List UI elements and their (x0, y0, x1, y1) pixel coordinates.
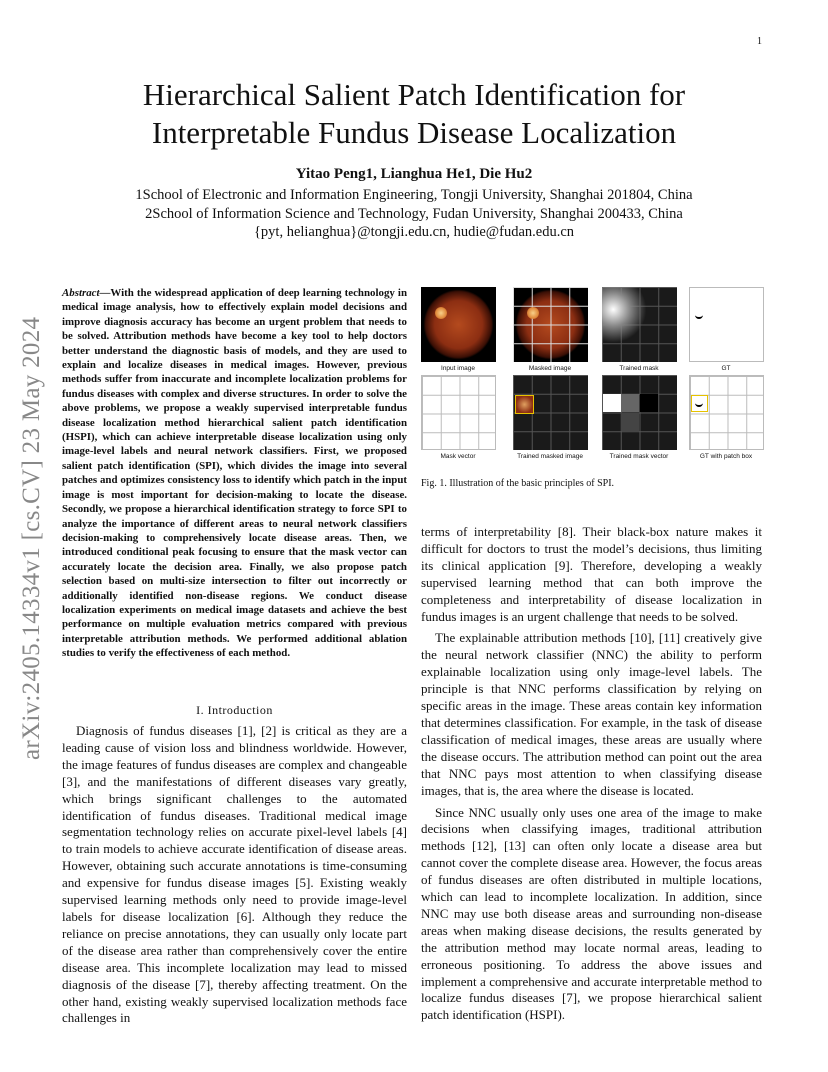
affiliation-1: 1School of Electronic and Information Engineering, Tongji University, Shanghai 201804, China (135, 187, 693, 203)
label-masked-image: Masked image (528, 365, 572, 372)
section-heading: I. Introduction (196, 703, 273, 717)
label-mask-vector: Mask vector (440, 453, 476, 460)
mask-vector (421, 375, 496, 450)
trained-mask (602, 287, 677, 362)
paragraph: Diagnosis of fundus diseases [1], [2] is critical as they are a leading cause of vision loss and blindness worldwide. However, the image features of fundus diseases are complex and changeable [3], and the manifestations of different diseases vary greatly, which brings significant challenges to the automated identification of fundus diseases. Traditional medical image segmentation technology relies on accurate pixel-level labels [4] to train models to achieve accurate identification of disease areas. However, obtaining such accurate annotations is time-consuming and expensive for fundus disease images [5]. Existing weakly supervised learning methods only need to provide image-level labels for disease localization [6]. Although they reduce the reliance on precise annotations, they can usually only locate part of the disease area rather than comprehensively cover the entire disease area. This incomplete localization may lead to missed diagnosis of the disease [7], thereby affecting treatment. On the other hand, existing weakly supervised localization methods face challenges in (62, 723, 407, 1026)
label-trained-mask-vector: Trained mask vector (609, 453, 669, 460)
label-trained-masked-image: Trained masked image (517, 453, 583, 460)
left-column-body (62, 723, 407, 1032)
trained-mask-vector (602, 375, 677, 450)
label-input-image: Input image (441, 365, 475, 372)
input-image (421, 287, 496, 362)
figure-1 (421, 287, 762, 460)
paper-title: Hierarchical Salient Patch Identification for Interpretable Fundus Disease Localization (142, 77, 686, 150)
figure-caption: Fig. 1. Illustration of the basic principles of SPI. (421, 478, 615, 489)
page-number: 1 (757, 36, 762, 47)
label-gt-with-patch-box: GT with patch box (699, 453, 753, 460)
emails: {pyt, helianghua}@tongji.edu.cn, hudie@fudan.edu.cn (253, 224, 575, 240)
abstract-text: —With the widespread application of deep learning technology in medical image analysis, how to effectively explain model decisions and improve diagnosis accuracy has become an urgent problem that needs to be solved. Attribution methods have become a key tool to help doctors better understand the diagnostic basis of models, and they are used to explain and localize diseases in medical images. However, previous methods suffer from inaccurate and incomplete localization problems for fundus diseases with complex and diverse structures. In order to solve the above problems, we propose a weakly supervised interpretable fundus disease localization method hierarchical salient patch identification (HSPI), which can achieve interpretable disease localization using only image-level labels and neural network classifiers. First, we proposed salient patch identification (SPI), which divides the image into several patches and optimizes consistency loss to identify which patch in the input image is most important for decision-making to locate the disease. Secondly, we propose a hierarchical identification strategy to force SPI to analyze the importance of different areas to neural network classifiers decision-making to comprehensively locate disease areas. Then, we introduced conditional peak focusing to ensure that the mask vector can accurately locate the decision area. Finally, we also propose patch selection based on multi-size intersection to filter out incorrectly or additionally identified non-disease regions. We conduct disease localization experiments on medical image datasets and achieve the best performance on multiple evaluation metrics compared with previous interpretable attribution methods. We performed additional ablation studies to verify the effectiveness of each method. (62, 287, 407, 660)
label-gt: GT (721, 365, 731, 372)
abstract-label: Abstract (62, 287, 100, 299)
paragraph: terms of interpretability [8]. Their black-box nature makes it difficult for doctors to trust the model’s decisions, thus limiting its clinical application [9]. Therefore, developing a weakly supervised learning method that can both improve the completeness and interpretability of disease localization in fundus images is an urgent challenge that needs to be solved. (421, 524, 762, 624)
affiliation-2: 2School of Information Science and Technology, Fudan University, Shanghai 200433, China (145, 206, 683, 222)
authors: Yitao Peng1, Lianghua He1, Die Hu2 (295, 166, 533, 182)
gt-with-patch-box (689, 375, 764, 450)
abstract (62, 286, 407, 661)
right-column-body (421, 524, 762, 1029)
trained-masked-image (513, 375, 588, 450)
gt-image (689, 287, 764, 362)
masked-image (513, 287, 588, 362)
paragraph: The explainable attribution methods [10], [11] creatively give the neural network classifier (NNC) the ability to perform explainable localization using only image-level labels. The principle is that NNC performs classification by relying on specific areas in the image. These areas contain key information that determines classification. For example, in the task of disease classification of medical images, these areas are usually where the disease occurs. The attribution method can point out the area that NNC pays most attention to when classifying disease images, that is, the area where the disease is located. (421, 630, 762, 798)
paragraph: Since NNC usually only uses one area of the image to make decisions when classifying images, traditional attribution methods [12], [13] can often only locate a disease area but cannot cover the complete disease area. However, the focus areas of fundus diseases are often distributed in multiple locations, which can lead to incomplete localization. In addition, since NNC may use both disease areas and surrounding non-disease areas when making disease decisions, the results generated by the attribution method may locate normal areas, leading to erroneous positioning. To address the above issues and implement a comprehensive and accurate interpretable method to localize fundus diseases [7], we propose hierarchical salient patch identification (HSPI). (421, 804, 762, 1023)
label-trained-mask: Trained mask (619, 365, 659, 372)
arxiv-identifier: arXiv:2405.14334v1 [cs.CV] 23 May 2024 (18, 316, 45, 760)
